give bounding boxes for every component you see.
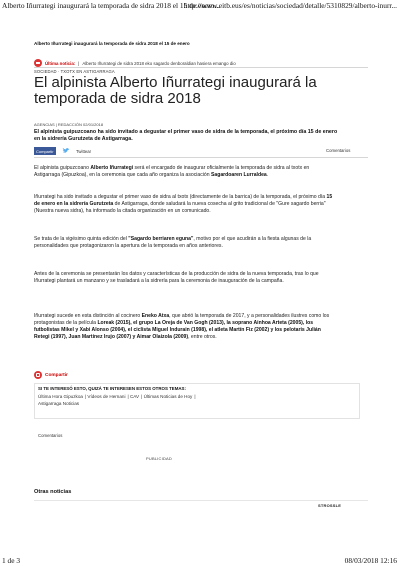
last-news-link[interactable]: Alberto Iñurrategi de sidra 2018 eko sagardo denboraldian hasiera emango dio [82,60,236,66]
related-topics-heading: SI TE INTERESÓ ESTO, QUIZÁ TE INTERESEN ESTOS OTROS TEMAS: [38,386,186,391]
text: , entre otros. [188,334,217,340]
lead-paragraph: El alpinista guipuzcoano ha sido invitado a degustar el primer vaso de sidra de la temporada, el próximo día 15 de enero en la sidrería Gurutzeta de Astigarraga. [34,129,338,143]
text: El alpinista guipuzcoano [34,165,91,171]
twitter-share-button[interactable]: Twittear [76,148,92,154]
facebook-share-label: Compartir [36,148,54,154]
comments-section-label: Comentarios [38,433,63,438]
text: será el encargado de inaugurar oficialmente la temporada de sidra al txotx en Astigarraga (Gipuzkoa), en la ceremonia que cada año organiza la asociación [34,165,310,178]
tag-cav[interactable]: CAV [129,394,140,399]
section-label[interactable]: SOCIEDAD · TXOTX EN ASTIGARRAGA [34,69,115,74]
headline: El alpinista Alberto Iñurrategi inaugurará la temporada de sidra 2018 [34,74,317,107]
twitter-icon [62,147,70,155]
advertising-label: PUBLICIDAD [146,456,173,461]
share-icon [34,371,42,379]
body-paragraph-1 [34,165,334,179]
print-header-url[interactable]: http://www.eitb.eus/es/noticias/sociedad/detalle/5310829/alberto-inurr... [183,1,397,10]
text-bold: 15 de enero en la sidrería Gurutzeta [34,194,333,207]
facebook-share-button[interactable] [34,147,56,155]
body-paragraph-5 [34,313,334,341]
other-news-heading: Otras noticias [34,489,72,495]
tag-astigarraga-noticias[interactable]: Astigarraga Noticias [38,401,80,406]
tag-ultima-hora-gipuzkoa[interactable]: Última Hora Gipuzkoa [38,394,83,399]
body-paragraph-4 [34,271,334,285]
last-news-label: Última noticia: [45,60,76,66]
print-footer-page: 1 de 3 [2,556,21,565]
strossle-logo[interactable]: STROSSLE [318,503,342,508]
divider [34,67,368,68]
text: Iñurrategi sucede en esta distinción al cocinero [34,313,142,319]
text: Se trata de la vigésimo quinta edición del [34,236,129,242]
text-bold: Alberto Iñurrategi [90,165,134,171]
text: Iñurrategi ha sido invitado a degustar el primer vaso de sidra al txotx (directamente de la barrica) de la temporada, el próximo día [34,194,327,200]
text-bold: Sagardoaren Lurraldea [210,172,267,178]
tag-videos-hernani[interactable]: Vídeos de Hernani [87,394,126,399]
eitb-logo-icon [34,59,42,67]
related-tags: Última Hora Gipuzkoa | Vídeos de Hernani | CAV | Últimas Noticias de Hoy | Astigarraga Noticias [38,394,196,406]
share-bottom-label: Compartir [45,372,68,378]
divider [34,500,368,501]
text-bold: "Sagardo berriaren eguna" [128,236,194,242]
share-bottom[interactable] [34,371,68,379]
text: , que abrió la temporada de 2017, y a personalidades ilustres como los protagonistas de la película [34,313,330,326]
byline: AGENCIAS | REDACCIÓN 02/01/2018 [34,122,104,127]
article-small-title: Alberto Iñurrategi inaugurará la temporada de sidra 2018 el 15 de enero [34,41,190,46]
divider [34,157,368,158]
body-paragraph-3 [34,236,334,250]
print-footer-datetime: 08/03/2018 12:16 [344,556,397,565]
text-bold: Loreak (2015), el grupo La Oreja de Van Gogh (2013), la soprano Ainhoa Arteta (2005), los futbolistas Mikel y Xabi Alonso (2004), el ciclista Miguel Indurain (1998), el atleta Martín Fiz (2002) y los pelotaris Julián Retegi (1997), Juan Martínez Irujo (2007) y Aimar Olaizola (2009) [34,320,321,340]
tag-ultimas-noticias[interactable]: Últimas Noticias de Hoy [143,394,193,399]
last-news-separator: | [78,60,80,66]
text: de Astigarraga, donde saludará la nueva cosecha al grito tradicional de "Gure sagardo berria" (Nuestra nueva sidra), ha informado la citada organización en un comunicado. [34,201,326,214]
body-paragraph-2 [34,194,334,215]
share-bar [34,147,91,155]
text: Antes de la ceremonia se presentarán los datos y características de la producción de sidra de la nueva temporada, tras lo que Iñurrategi plantará un manzano y se trasladará a la sidrería para la ceremonia de inauguración de la campaña. [34,271,319,284]
last-news-bar [34,59,236,67]
text: , motivo por el que acudirán a la fiesta algunas de la personalidades que protagonizaron la apertura de la temporada en años anteriores. [34,236,312,249]
print-header-title: Alberto Iñurrategi inaugurará la temporada de sidra 2018 el 15 de enero... [2,1,220,10]
text-bold: Eneko Atxa [141,313,170,319]
comments-link[interactable]: Comentarios [326,148,351,153]
text: . [266,172,269,178]
